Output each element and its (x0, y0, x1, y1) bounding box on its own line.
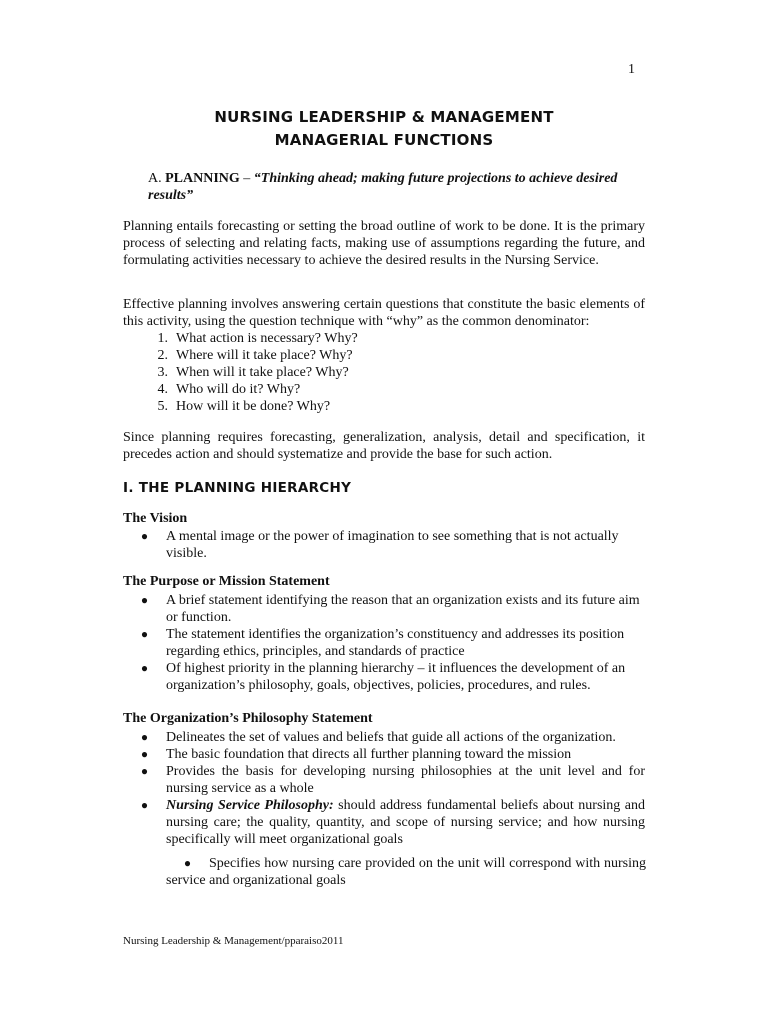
page-footer: Nursing Leadership & Management/pparaiso2011 (123, 935, 344, 947)
list-item: ● Provides the basis for developing nursing philosophies at the unit level and for nursing service as a whole (123, 763, 645, 797)
vision-bullet-list (123, 528, 645, 562)
list-item: ● The statement identifies the organization’s constituency and addresses its position regarding ethics, principles, and standards of practice (123, 626, 645, 660)
section-heading-planning-hierarchy: I. THE PLANNING HIERARCHY (123, 480, 352, 496)
list-item: ● The basic foundation that directs all further planning toward the mission (123, 746, 645, 763)
section-letter: A. (148, 171, 162, 186)
list-item: 5. How will it be done? Why? (157, 399, 331, 414)
list-item: ● A brief statement identifying the reason that an organization exists and its future aim or function. (123, 592, 645, 626)
list-item: ● A mental image or the power of imagination to see something that is not actually visible. (123, 528, 645, 562)
list-item: 3. When will it take place? Why? (157, 365, 349, 380)
section-heading: PLANNING (165, 171, 240, 186)
subheading-vision: The Vision (123, 511, 188, 526)
bullet-icon: ● (140, 747, 149, 761)
document-subtitle: MANAGERIAL FUNCTIONS (274, 131, 494, 149)
mission-bullet-list (123, 592, 645, 694)
paragraph-planning-summary: Since planning requires forecasting, generalization, analysis, detail and specification, it precedes action and should systematize and provide the base for such action. (123, 430, 645, 462)
bullet-icon: ● (140, 627, 149, 641)
bullet-icon: ● (140, 529, 149, 543)
list-item: 1. What action is necessary? Why? (157, 331, 358, 346)
bullet-icon: ● (140, 798, 149, 812)
bullet-icon: ● (140, 661, 149, 675)
bullet-icon: ● (140, 730, 149, 744)
question-list (123, 330, 643, 415)
section-quote: “Thinking ahead; making future projections to achieve desired results” (148, 171, 618, 203)
page-number: 1 (628, 62, 635, 77)
paragraph-planning-definition: Planning entails forecasting or setting the broad outline of work to be done. It is the primary process of selecting and relating facts, making use of assumptions regarding the future, and formulating activities necessary to achieve the desired results in the Nursing Service. (123, 219, 645, 268)
nursing-service-philosophy-label: Nursing Service Philosophy: (166, 798, 334, 813)
philosophy-bullet-list (123, 729, 645, 848)
paragraph-effective-planning: Effective planning involves answering certain questions that constitute the basic elements of this activity, using the question technique with “why” as the common denominator: (123, 297, 645, 329)
section-dash: – (239, 171, 254, 186)
sub-bullet-item: ● Specifies how nursing care provided on the unit will correspond with nursing service and organizational goals (166, 856, 646, 888)
section-a-heading (148, 170, 638, 204)
bullet-icon: ● (183, 856, 192, 870)
list-item: 2. Where will it take place? Why? (157, 348, 353, 363)
document-title: NURSING LEADERSHIP & MANAGEMENT (214, 108, 554, 126)
subheading-mission: The Purpose or Mission Statement (123, 574, 330, 589)
subheading-philosophy: The Organization’s Philosophy Statement (123, 711, 373, 726)
bullet-icon: ● (140, 593, 149, 607)
nursing-service-philosophy-text: should address fundamental beliefs about nursing and nursing care; the quality, quantity, and scope of nursing service; and how nursing specifically will meet organizational goals (166, 798, 645, 847)
list-item (123, 797, 645, 848)
list-item: ● Of highest priority in the planning hierarchy – it influences the development of an organization’s philosophy, goals, objectives, policies, procedures, and rules. (123, 660, 645, 694)
bullet-icon: ● (140, 764, 149, 778)
list-item: 4. Who will do it? Why? (157, 382, 301, 397)
list-item: ● Delineates the set of values and beliefs that guide all actions of the organization. (123, 729, 645, 746)
